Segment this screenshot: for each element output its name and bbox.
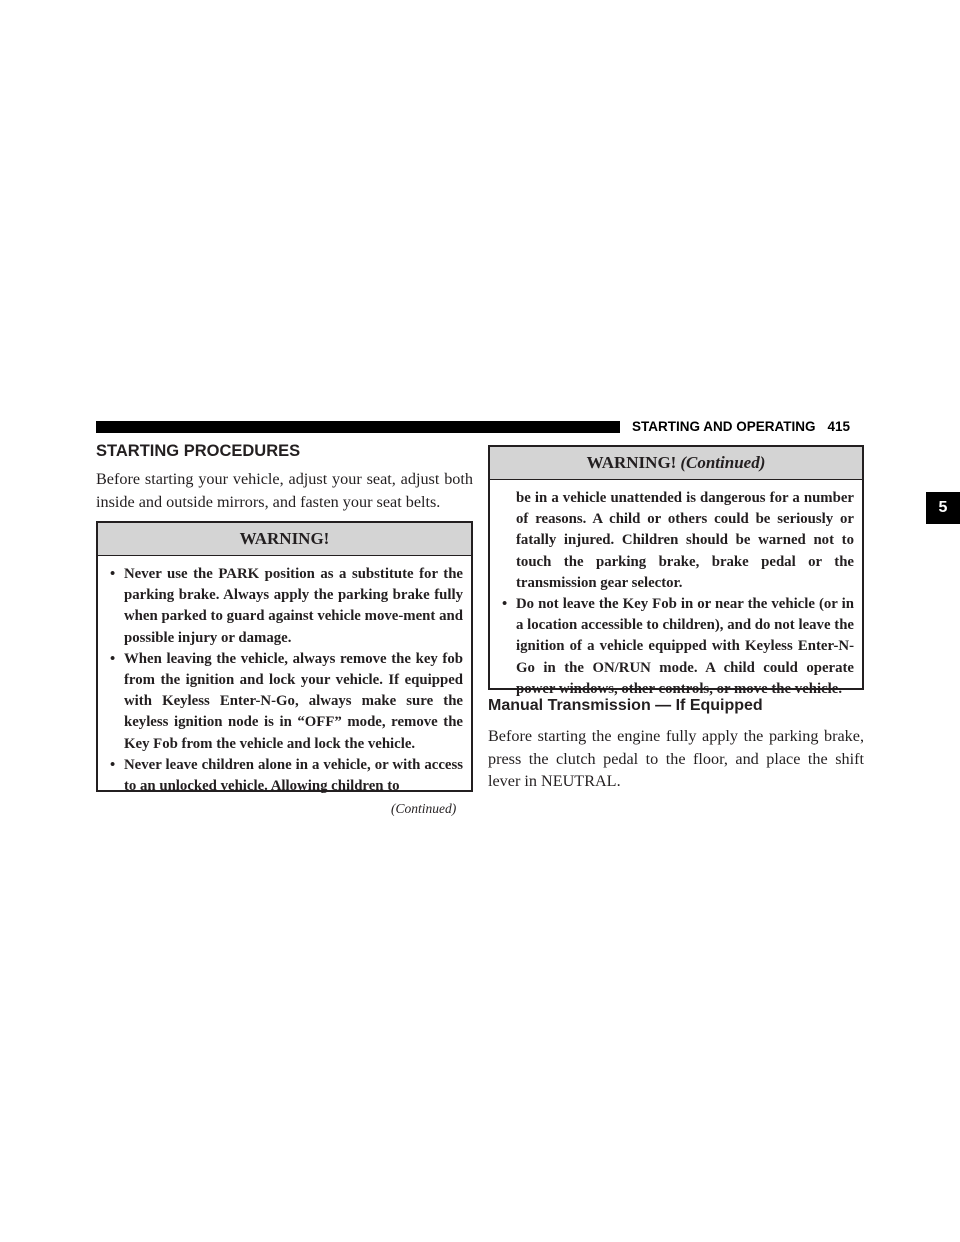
bullet-icon: •	[110, 650, 116, 667]
continued-note: (Continued)	[391, 801, 457, 816]
section-title: STARTING PROCEDURES	[96, 442, 301, 460]
warning-heading-suffix: (Continued)	[680, 453, 766, 472]
warning-box-right	[488, 445, 864, 697]
bullet-icon: •	[110, 566, 116, 582]
running-header	[632, 418, 850, 436]
warning-list	[98, 556, 471, 803]
warning-item: • Never leave children alone in a vehicle, or with access to an unlocked vehicle. Allowing children to	[110, 756, 463, 795]
warning-continuation: be in a vehicle unattended is dangerous for a number of reasons. A child or others could be seriously or fatally injured. Children should be warned not to touch the parking brake, brake pedal or the transmission gear selector.	[516, 490, 854, 591]
header-rule	[96, 421, 620, 433]
page-number: 415	[827, 419, 851, 434]
subsection-title: Manual Transmission — If Equipped	[488, 697, 763, 714]
warning-item: • Never use the PARK position as a substitute for the parking brake. Always apply the parking brake fully when parked to guard against vehicle move-ment and possible injury or damage.	[110, 566, 463, 646]
manual-transmission-paragraph: Before starting the engine fully apply the parking brake, press the clutch pedal to the floor, and place the shift lever in NEUTRAL.	[488, 727, 864, 790]
warning-list	[490, 480, 862, 706]
warning-heading: WARNING!	[98, 523, 471, 556]
intro-paragraph: Before starting your vehicle, adjust your seat, adjust both inside and outside mirrors, and fasten your seat belts.	[96, 470, 473, 511]
warning-box-left	[96, 521, 473, 795]
bullet-icon: •	[502, 596, 508, 613]
warning-heading-text: WARNING!	[586, 453, 677, 472]
section-name: STARTING AND OPERATING	[632, 419, 816, 434]
warning-heading-continued	[490, 447, 862, 480]
warning-item: • When leaving the vehicle, always remove the key fob from the ignition and lock your vehicle. If equipped with Keyless Enter-N-Go, always make sure the keyless ignition node is in “OFF” mode, remove the Key Fob from the vehicle and lock the vehicle.	[110, 650, 463, 752]
bullet-icon: •	[110, 756, 116, 773]
warning-item: • Do not leave the Key Fob in or near the vehicle (or in a location accessible to children), and do not leave the ignition of a vehicle equipped with Keyless Enter-N-Go in the ON/RUN mode. A child could operate power windows, other controls, or move the vehicle.	[502, 596, 854, 697]
chapter-tab: 5	[926, 492, 960, 524]
